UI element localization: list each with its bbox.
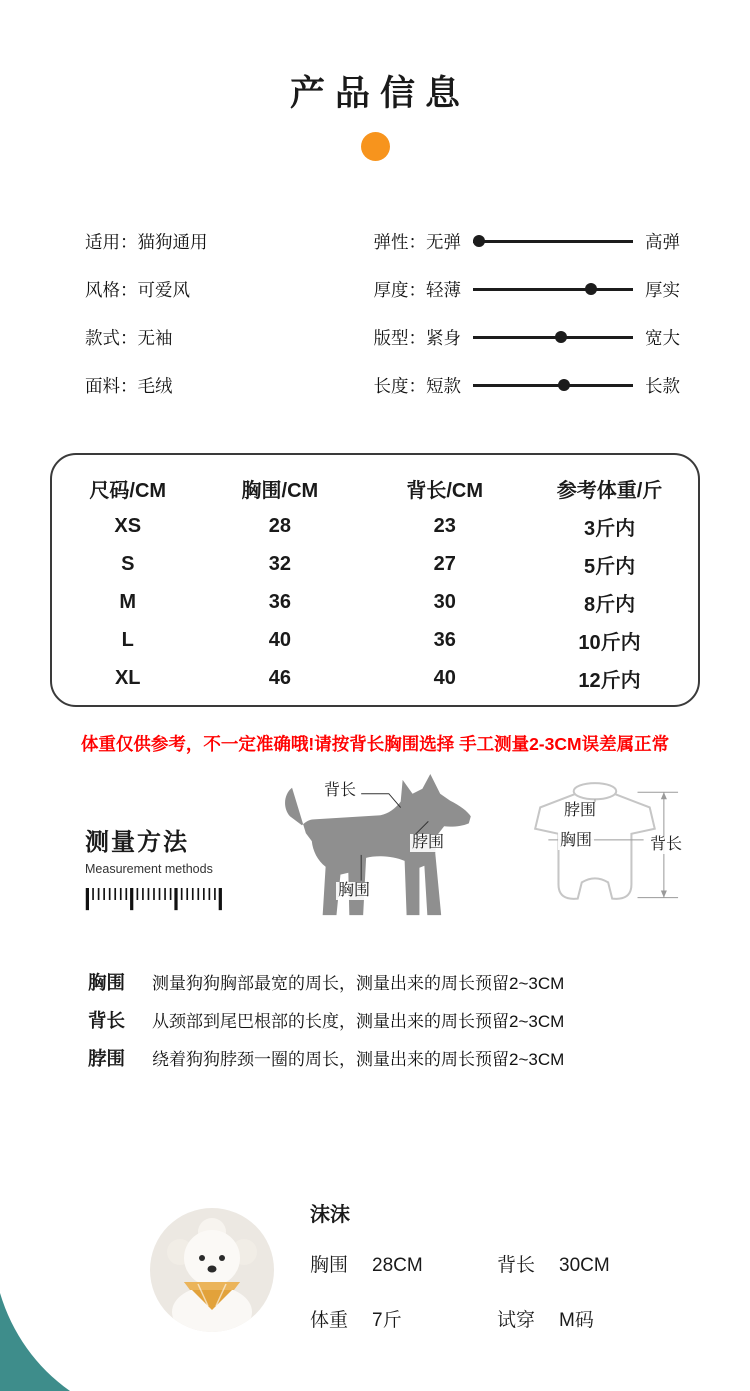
table-cell: 27	[433, 552, 456, 575]
stat-value: 7斤	[372, 1310, 402, 1331]
slider-label: 版型：	[373, 327, 426, 348]
explanation-desc: 绕着狗狗脖颈一圈的周长，测量出来的周长预留2~3CM	[152, 1050, 565, 1069]
table-row	[58, 507, 692, 545]
table-cell: 40	[268, 628, 291, 651]
slider-left-label: 无弹	[426, 231, 461, 252]
model-section	[0, 1188, 750, 1368]
slider-track	[473, 336, 633, 339]
slider-label: 厚度：	[373, 279, 426, 300]
attribute-value: 猫狗通用	[137, 231, 208, 252]
slider-row	[374, 361, 681, 409]
explanation-row	[88, 972, 750, 995]
explanation-term: 背长	[88, 1010, 126, 1031]
dog-neck-girth-label: 脖围	[412, 834, 445, 851]
slider-row	[374, 313, 681, 361]
stat-label: 体重	[310, 1310, 349, 1331]
table-header-cell: 尺码/CM	[89, 479, 167, 502]
dog-back-length-label: 背长	[324, 782, 357, 799]
stat-value: 30CM	[559, 1255, 610, 1276]
table-row	[58, 583, 692, 621]
table-header-cell: 胸围/CM	[241, 479, 319, 502]
table-header-cell: 参考体重/斤	[556, 479, 663, 502]
model-dog-photo-icon	[150, 1208, 274, 1332]
table-cell: 23	[433, 514, 456, 537]
model-name: 沫沫	[310, 1204, 350, 1226]
table-row	[58, 545, 692, 583]
garment-diagram	[500, 776, 696, 928]
attribute-label: 面料：	[85, 375, 138, 396]
slider-track	[473, 384, 633, 387]
table-cell: 3斤内	[583, 517, 636, 540]
table-cell: 46	[268, 666, 291, 689]
table-cell: M	[119, 590, 137, 613]
attribute-row	[85, 265, 208, 313]
slider-knob	[585, 283, 597, 295]
specs-section	[0, 217, 750, 409]
attribute-label: 风格：	[85, 279, 138, 300]
measurement-section	[0, 770, 750, 956]
slider-row	[374, 265, 681, 313]
slider-label: 长度：	[373, 375, 426, 396]
slider-label: 弹性：	[373, 231, 426, 252]
stat-label: 胸围	[310, 1255, 349, 1276]
slider-knob	[555, 331, 567, 343]
model-stat	[497, 1305, 594, 1332]
stat-value: 28CM	[372, 1255, 423, 1276]
table-cell: 5斤内	[583, 555, 636, 578]
corner-decoration	[0, 1293, 70, 1391]
slider-list	[374, 217, 681, 409]
stat-value: M码	[559, 1310, 594, 1331]
model-avatar	[150, 1208, 274, 1332]
dog-diagram	[276, 770, 474, 938]
table-row	[58, 659, 692, 697]
measurement-heading	[85, 822, 225, 912]
slider-track	[473, 240, 633, 243]
slider-left-label: 轻薄	[426, 279, 461, 300]
slider-left-label: 紧身	[426, 327, 461, 348]
table-cell: 12斤内	[578, 669, 641, 692]
model-stat	[497, 1250, 610, 1277]
explanation-term: 胸围	[88, 972, 126, 993]
table-cell: 28	[268, 514, 291, 537]
warning-text: 体重仅供参考，不一定准确哦!请按背长胸围选择 手工测量2-3CM误差属正常	[80, 734, 670, 754]
stat-label: 试穿	[497, 1310, 536, 1331]
table-cell: XS	[114, 514, 142, 537]
table-row	[58, 621, 692, 659]
table-header-row	[58, 469, 692, 507]
ruler-icon	[85, 888, 225, 912]
model-stat	[310, 1250, 423, 1277]
stat-label: 背长	[497, 1255, 536, 1276]
table-cell: S	[121, 552, 135, 575]
explanation-desc: 测量狗狗胸部最宽的周长，测量出来的周长预留2~3CM	[152, 974, 565, 993]
attribute-list	[85, 217, 208, 409]
slider-knob	[473, 235, 485, 247]
slider-right-label: 高弹	[645, 231, 680, 252]
table-cell: 36	[433, 628, 456, 651]
garment-chest-girth-label: 胸围	[560, 832, 593, 849]
attribute-value: 毛绒	[137, 375, 173, 396]
accent-dot	[361, 132, 390, 161]
attribute-label: 适用：	[85, 231, 138, 252]
garment-neck-girth-label: 脖围	[564, 802, 597, 819]
explanation-term: 脖围	[88, 1048, 126, 1069]
table-cell: XL	[114, 666, 141, 689]
measurement-explanations	[0, 972, 750, 1071]
attribute-row	[85, 313, 208, 361]
table-cell: 36	[268, 590, 291, 613]
table-cell: 40	[433, 666, 456, 689]
table-cell: 8斤内	[583, 593, 636, 616]
slider-track	[473, 288, 633, 291]
explanation-row	[88, 1048, 750, 1071]
explanation-desc: 从颈部到尾巴根部的长度，测量出来的周长预留2~3CM	[152, 1012, 565, 1031]
table-cell: 30	[433, 590, 456, 613]
measurement-title: 测量方法	[85, 829, 189, 856]
table-cell: 10斤内	[578, 631, 641, 654]
dog-chest-girth-label: 胸围	[338, 882, 371, 899]
model-stat	[310, 1305, 402, 1332]
attribute-value: 无袖	[137, 327, 173, 348]
slider-right-label: 长款	[645, 375, 680, 396]
explanation-row	[88, 1010, 750, 1033]
slider-right-label: 宽大	[645, 327, 680, 348]
table-header-cell: 背长/CM	[406, 479, 484, 502]
measurement-subtitle: Measurement methods	[85, 862, 213, 876]
slider-row	[374, 217, 681, 265]
table-cell: L	[121, 628, 134, 651]
attribute-value: 可爱风	[137, 279, 190, 300]
slider-knob	[558, 379, 570, 391]
slider-right-label: 厚实	[645, 279, 680, 300]
attribute-label: 款式：	[85, 327, 138, 348]
page-title: 产品信息	[289, 74, 470, 113]
attribute-row	[85, 217, 208, 265]
slider-left-label: 短款	[426, 375, 461, 396]
table-cell: 32	[268, 552, 291, 575]
attribute-row	[85, 361, 208, 409]
size-table	[50, 453, 700, 707]
garment-back-length-label: 背长	[650, 836, 683, 853]
